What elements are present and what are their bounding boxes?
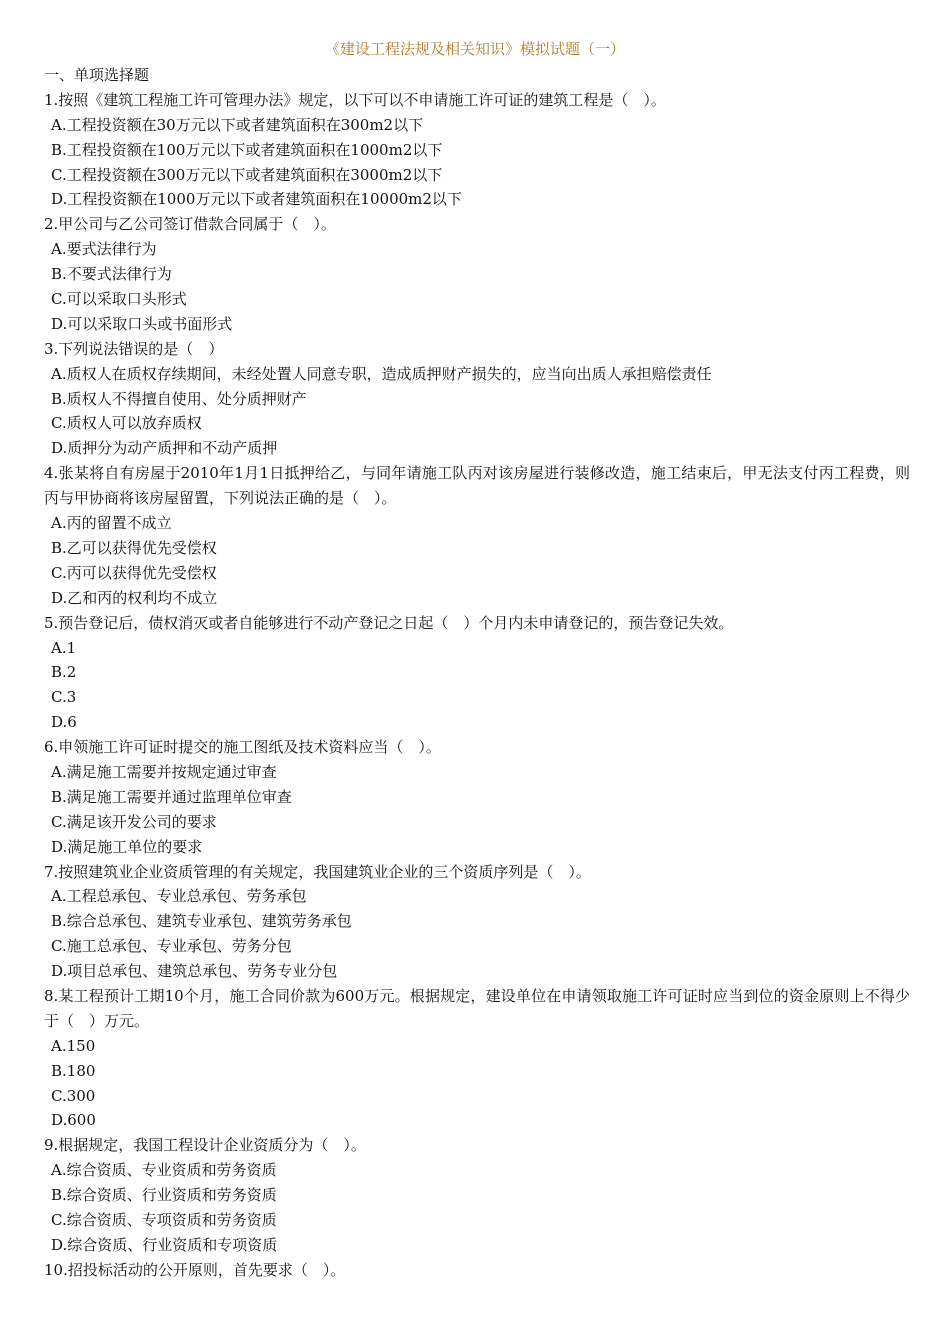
page-title: 《建设工程法规及相关知识》模拟试题（一） xyxy=(324,40,625,58)
option-1c: C.工程投资额在300万元以下或者建筑面积在3000m2以下 xyxy=(51,165,443,184)
option-5a: A.1 xyxy=(51,638,77,657)
option-3c: C.质权人可以放弃质权 xyxy=(51,414,202,433)
option-8d: D.600 xyxy=(51,1111,96,1130)
option-4d: D.乙和丙的权利均不成立 xyxy=(51,588,218,607)
option-6c: C.满足该开发公司的要求 xyxy=(51,812,217,831)
question-6: 6.申领施工许可证时提交的施工图纸及技术资料应当（ ）。 xyxy=(44,738,441,757)
option-6a: A.满足施工需要并按规定通过审查 xyxy=(51,762,277,781)
option-7c: C.施工总承包、专业承包、劳务分包 xyxy=(51,937,292,956)
option-5c: C.3 xyxy=(51,688,77,707)
question-4: 4.张某将自有房屋于2010年1月1日抵押给乙，与同年请施工队丙对该房屋进行装修改造，施工结束后，甲无法支付丙工程费，则丙与甲协商将该房屋留置，下列说法正确的是（ ）。 xyxy=(44,464,910,508)
section-heading: 一、单项选择题 xyxy=(44,66,150,84)
option-7a: A.工程总承包、专业总承包、劳务承包 xyxy=(51,887,307,906)
option-4b: B.乙可以获得优先受偿权 xyxy=(51,538,217,557)
question-2: 2.甲公司与乙公司签订借款合同属于（ ）。 xyxy=(44,215,336,234)
question-list xyxy=(44,63,910,1283)
option-2c: C.可以采取口头形式 xyxy=(51,290,187,309)
option-4c: C.丙可以获得优先受偿权 xyxy=(51,563,217,582)
question-9: 9.根据规定，我国工程设计企业资质分为（ ）。 xyxy=(44,1136,366,1155)
option-9b: B.综合资质、行业资质和劳务资质 xyxy=(51,1186,277,1205)
question-5: 5.预告登记后，债权消灭或者自能够进行不动产登记之日起（ ）个月内未申请登记的，预告登记失效。 xyxy=(44,613,734,632)
question-1: 1.按照《建筑工程施工许可管理办法》规定，以下可以不申请施工许可证的建筑工程是（ ）。 xyxy=(44,90,666,109)
option-9d: D.综合资质、行业资质和专项资质 xyxy=(51,1235,278,1254)
option-2b: B.不要式法律行为 xyxy=(51,265,172,284)
option-8b: B.180 xyxy=(51,1061,96,1080)
option-8c: C.300 xyxy=(51,1086,96,1105)
option-5d: D.6 xyxy=(51,713,77,732)
option-2d: D.可以采取口头或书面形式 xyxy=(51,314,233,333)
option-9c: C.综合资质、专项资质和劳务资质 xyxy=(51,1211,277,1230)
option-1d: D.工程投资额在1000万元以下或者建筑面积在10000m2以下 xyxy=(51,190,462,209)
option-4a: A.丙的留置不成立 xyxy=(51,514,172,533)
option-9a: A.综合资质、专业资质和劳务资质 xyxy=(51,1161,277,1180)
option-6b: B.满足施工需要并通过监理单位审查 xyxy=(51,787,292,806)
question-7: 7.按照建筑业企业资质管理的有关规定，我国建筑业企业的三个资质序列是（ ）。 xyxy=(44,862,591,881)
option-7b: B.综合总承包、建筑专业承包、建筑劳务承包 xyxy=(51,912,352,931)
option-8a: A.150 xyxy=(51,1036,96,1055)
option-3b: B.质权人不得擅自使用、处分质押财产 xyxy=(51,389,307,408)
option-3a: A.质权人在质权存续期间，未经处置人同意专职，造成质押财产损失的，应当向出质人承担赔偿责任 xyxy=(51,364,712,383)
option-3d: D.质押分为动产质押和不动产质押 xyxy=(51,439,278,458)
option-6d: D.满足施工单位的要求 xyxy=(51,837,203,856)
option-1a: A.工程投资额在30万元以下或者建筑面积在300m2以下 xyxy=(51,115,424,134)
option-2a: A.要式法律行为 xyxy=(51,240,157,259)
question-8: 8.某工程预计工期10个月，施工合同价款为600万元。根据规定，建设单位在申请领取施工许可证时应当到位的资金原则上不得少于（ ）万元。 xyxy=(44,986,910,1030)
question-10: 10.招投标活动的公开原则，首先要求（ ）。 xyxy=(44,1260,346,1279)
question-3: 3.下列说法错误的是（ ） xyxy=(44,339,224,358)
option-5b: B.2 xyxy=(51,663,77,682)
option-7d: D.项目总承包、建筑总承包、劳务专业分包 xyxy=(51,962,338,981)
option-1b: B.工程投资额在100万元以下或者建筑面积在1000m2以下 xyxy=(51,140,443,159)
